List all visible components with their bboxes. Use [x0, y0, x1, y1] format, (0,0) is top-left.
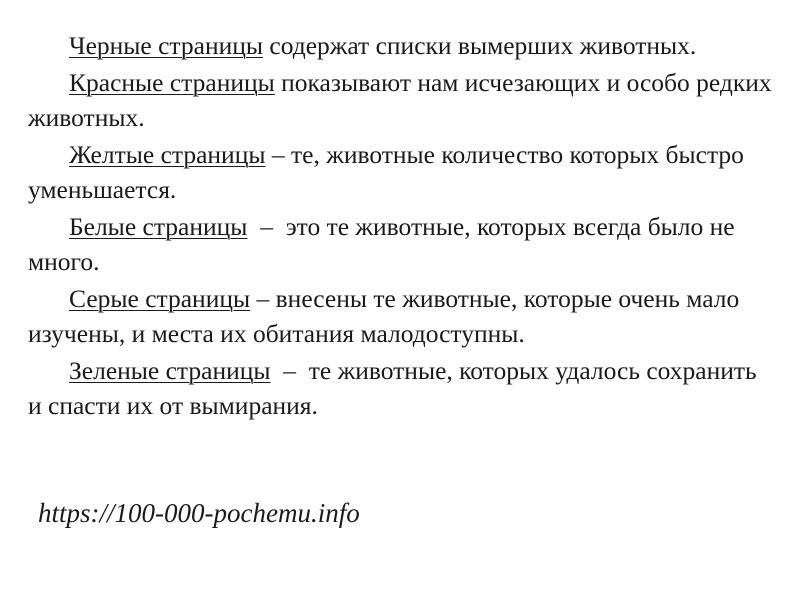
- paragraph-yellow-pages: [28, 137, 773, 207]
- description-white-pages: – это те животные, которых всегда было не много.: [28, 212, 742, 276]
- term-green-pages: Зеленые страницы: [69, 356, 271, 385]
- description-yellow-pages: – те, животные количество которых быстро уменьшается.: [28, 140, 744, 204]
- paragraph-black-pages: [28, 28, 773, 63]
- description-green-pages: – те животные, которых удалось сохранить и спасти их от вымирания.: [28, 356, 764, 420]
- paragraph-red-pages: [28, 65, 773, 135]
- paragraph-white-pages: [28, 209, 773, 279]
- term-black-pages: Черные страницы: [69, 31, 264, 60]
- source-url: https://100-000-pochemu.info: [38, 498, 360, 528]
- paragraph-green-pages: [28, 353, 773, 423]
- term-gray-pages: Серые страницы: [69, 284, 251, 313]
- description-black-pages: содержат списки вымерших животных.: [263, 31, 697, 60]
- term-red-pages: Красные страницы: [69, 68, 275, 97]
- term-white-pages: Белые страницы: [69, 212, 248, 241]
- paragraph-gray-pages: [28, 281, 773, 351]
- description-red-pages: показывают нам исчезающих и особо редких животных.: [28, 68, 772, 132]
- description-gray-pages: – внесены те животные, которые очень мало изучены, и места их обитания малодоступны.: [28, 284, 740, 348]
- text-block: [28, 28, 773, 425]
- term-yellow-pages: Желтые страницы: [69, 140, 266, 169]
